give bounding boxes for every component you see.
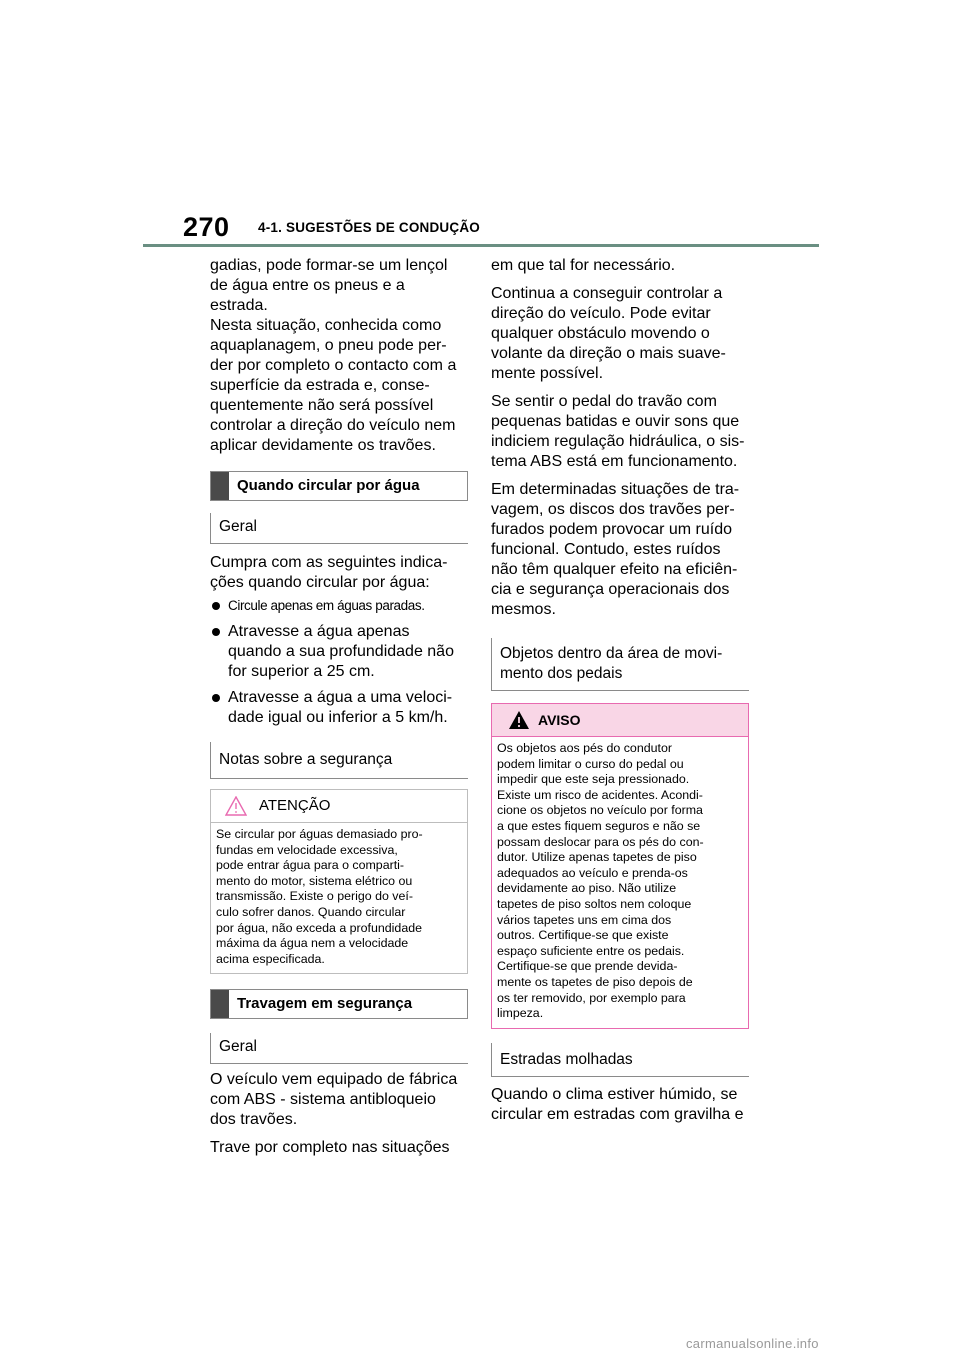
bullet-dot — [212, 602, 220, 610]
subheading-wet-roads: Estradas molhadas — [491, 1043, 749, 1077]
left-column — [210, 256, 468, 1158]
brake-paragraph: Trave por completo nas situações — [210, 1139, 450, 1157]
intro-paragraph: gadias, pode formar-se um lençol de água entre os pneus e a estrada. — [210, 257, 448, 314]
subheading-pedal-objects: Objetos dentro da área de movi- mento dos pedais — [491, 638, 749, 691]
abs-paragraph: O veículo vem equipado de fábrica com ABS - sistema antibloqueio dos travões. — [210, 1071, 458, 1129]
bullet-item: Atravesse a água a uma veloci- dade igual ou inferior a 5 km/h. — [210, 688, 468, 728]
subheading-geral: Geral — [210, 513, 468, 544]
heading-bar — [211, 990, 229, 1018]
paragraph: em que tal for necessário. — [491, 257, 676, 274]
warning-title: AVISO — [538, 712, 581, 728]
warning-triangle-icon — [225, 796, 247, 816]
paragraph: Continua a conseguir controlar a direção do veículo. Pode evitar qualquer obstáculo movendo o volante da direção o mais suave- mente possível. — [491, 285, 726, 382]
caution-box — [210, 789, 468, 974]
paragraph: Se sentir o pedal do travão com pequenas batidas e ouvir sons que indiciem regulação hidráulica, o sis- tema ABS está em funcionamento. — [491, 393, 745, 470]
warning-triangle-icon — [508, 710, 530, 730]
heading-text: Travagem em segurança — [237, 995, 413, 1013]
subheading-geral: Geral — [210, 1033, 468, 1064]
heading-text: Quando circular por água — [237, 477, 420, 494]
subheading-safety-notes: Notas sobre a segurança — [210, 742, 468, 779]
bullet-dot — [212, 694, 220, 702]
paragraph: Em determinadas situações de tra- vagem, os discos dos travões per- furados podem provocar um ruído funcional. Contudo, estes ruídos não têm qualquer efeito na eficiên- cia e segurança operacionais dos mesmos. — [491, 481, 740, 618]
warning-header — [492, 704, 748, 737]
bullet-item: Circule apenas em águas paradas. — [210, 596, 468, 616]
bullet-item: Atravesse a água apenas quando a sua profundidade não for superior a 25 cm. — [210, 622, 468, 682]
header-rule — [143, 244, 819, 247]
page-number: 270 — [183, 212, 230, 242]
watermark: carmanualsonline.info — [686, 1336, 819, 1351]
caution-header — [211, 790, 467, 823]
wet-roads-paragraph: Quando o clima estiver húmido, se circular em estradas com gravilha e — [491, 1085, 744, 1123]
water-intro-paragraph: Cumpra com as seguintes indica- ções quando circular por água: — [210, 554, 448, 591]
warning-body: Os objetos aos pés do condutor podem limitar o curso do pedal ou impedir que este seja pressionado. Existe um risco de acidentes. Acondi- cione os objetos no veículo por forma a que estes fiquem seguros e não se possam deslocar para os pés do con- dutor. Utilize apenas tapetes de piso adequados ao veículo e prenda-os devidamente ao piso. Não utilize tapetes de piso soltos nem coloque vários tapetes uns em cima dos outros. Certifique-se que existe espaço suficiente entre os pedais. Certifique-se que prende devida- mente os tapetes de piso depois de os ter removido, por exemplo para limpeza. — [497, 741, 704, 1021]
warning-box — [491, 703, 749, 1029]
heading-safe-braking — [210, 989, 468, 1019]
caution-title: ATENÇÃO — [259, 797, 331, 814]
bullet-dot — [212, 628, 220, 636]
heading-water-driving — [210, 471, 468, 501]
aquaplaning-paragraph: Nesta situação, conhecida como aquaplanagem, o pneu pode per- der por completo o contacto com a superfície da estrada e, conse- quentemente não será possível controlar a direção do veículo nem aplicar devidamente os travões. — [210, 317, 457, 454]
section-title: 4-1. SUGESTÕES DE CONDUÇÃO — [258, 220, 480, 235]
right-column — [491, 256, 749, 1125]
caution-body: Se circular por águas demasiado pro- fundas em velocidade excessiva, pode entrar água para o comparti- mento do motor, sistema elétrico ou transmissão. Existe o perigo do veí- culo sofrer danos. Quando circular por água, não exceda a profundidade máxima da água nem a velocidade acima especificada. — [216, 827, 423, 966]
heading-bar — [211, 472, 229, 500]
